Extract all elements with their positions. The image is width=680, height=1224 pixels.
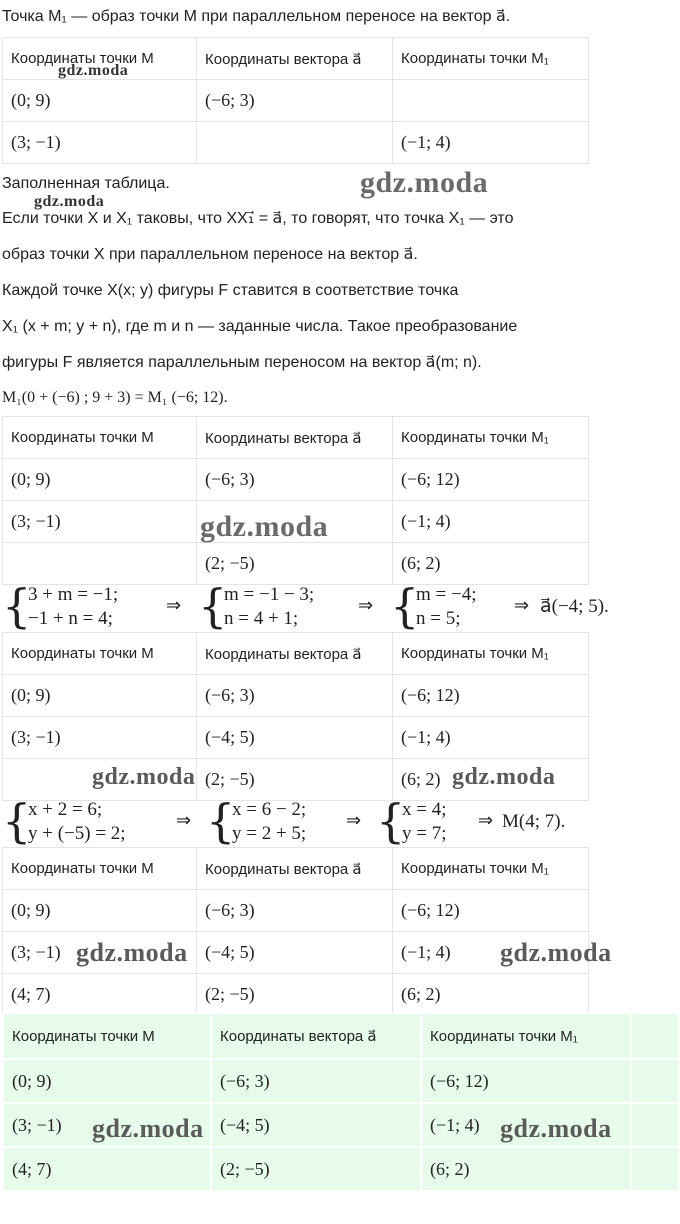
- theory-line: образ точки X при параллельном переносе на вектор a⃗.: [2, 246, 418, 263]
- cell: (−6; 3): [197, 890, 393, 932]
- header-vector: Координаты вектора a⃗: [211, 1013, 421, 1059]
- table-final-answer: [2, 1012, 680, 1192]
- cell: (4; 7): [3, 974, 197, 1016]
- watermark: gdz.moda: [200, 510, 329, 543]
- cell: (−6; 12): [393, 890, 589, 932]
- cell: (6; 2): [393, 759, 589, 801]
- watermark: gdz.moda: [34, 193, 105, 210]
- equation-system-vector: [2, 579, 678, 633]
- equation: x = 6 − 2;: [232, 799, 307, 820]
- cell: (2; −5): [211, 1147, 421, 1191]
- header-vector: Координаты вектора a⃗: [197, 38, 393, 80]
- cell: (−6; 3): [197, 675, 393, 717]
- cell: [197, 122, 393, 164]
- watermark: gdz.moda: [58, 62, 129, 79]
- table-row: [3, 543, 589, 585]
- implies-arrow: ⇒: [346, 810, 362, 831]
- table-row: [3, 122, 589, 164]
- cell: (2; −5): [197, 759, 393, 801]
- header-vector: Координаты вектора a⃗: [197, 417, 393, 459]
- cell: (4; 7): [3, 1147, 211, 1191]
- cell: (−1; 4): [393, 717, 589, 759]
- table-task: [2, 37, 589, 164]
- cell: (3; −1): [3, 717, 197, 759]
- implies-arrow: ⇒: [478, 810, 494, 831]
- equation: y = 7;: [402, 823, 447, 844]
- cell: (−6; 3): [197, 459, 393, 501]
- header-vector: Координаты вектора a⃗: [197, 633, 393, 675]
- implies-arrow: ⇒: [166, 595, 182, 616]
- spacer-cell: [631, 1059, 679, 1103]
- header-point-m1: Координаты точки M₁: [393, 417, 589, 459]
- equation: x + 2 = 6;: [28, 799, 103, 820]
- brace: {: [390, 579, 420, 633]
- cell: (2; −5): [197, 543, 393, 585]
- table-header-row: [3, 848, 589, 890]
- brace: {: [198, 579, 228, 633]
- table-row: [3, 1059, 679, 1103]
- table-row: [3, 675, 589, 717]
- watermark: gdz.moda: [92, 764, 196, 790]
- cell: (−6; 3): [197, 80, 393, 122]
- header-point-m: Координаты точки M: [3, 38, 197, 80]
- table-header-row: [3, 633, 589, 675]
- cell: (3; −1): [3, 501, 197, 543]
- cell: (−6; 12): [421, 1059, 631, 1103]
- brace: {: [206, 794, 236, 848]
- brace: {: [2, 579, 32, 633]
- header-point-m: Координаты точки M: [3, 417, 197, 459]
- calculation: M₁(0 + (−6) ; 9 + 3) = M₁ (−6; 12).: [2, 389, 228, 406]
- table-row: [3, 459, 589, 501]
- theory-line: фигуры F является параллельным переносом на вектор a⃗(m; n).: [2, 354, 482, 371]
- cell: (6; 2): [393, 974, 589, 1016]
- equation: m = −4;: [416, 584, 477, 605]
- watermark: gdz.moda: [452, 764, 556, 790]
- header-point-m1: Координаты точки M₁: [393, 38, 589, 80]
- equation: −1 + n = 4;: [28, 608, 113, 629]
- header-point-m1: Координаты точки M₁: [421, 1013, 631, 1059]
- cell: (0; 9): [3, 80, 197, 122]
- header-point-m: Координаты точки M: [3, 1013, 211, 1059]
- spacer-cell: [631, 1147, 679, 1191]
- watermark: gdz.moda: [500, 938, 612, 967]
- cell: (3; −1): [3, 932, 197, 974]
- equation: 3 + m = −1;: [28, 584, 119, 605]
- intro-line: Точка M₁ — образ точки M при параллельном переносе на вектор a⃗.: [2, 8, 511, 25]
- watermark: gdz.moda: [92, 1114, 204, 1143]
- cell: (−4; 5): [197, 717, 393, 759]
- caption: Заполненная таблица.: [2, 175, 170, 192]
- cell: (0; 9): [3, 1059, 211, 1103]
- equation: n = 4 + 1;: [224, 608, 299, 629]
- equation: m = −1 − 3;: [224, 584, 315, 605]
- cell: (3; −1): [3, 1103, 211, 1147]
- equation: y = 2 + 5;: [232, 823, 307, 844]
- equation: y + (−5) = 2;: [28, 823, 126, 844]
- implies-arrow: ⇒: [358, 595, 374, 616]
- spacer-cell: [631, 1013, 679, 1059]
- brace: {: [376, 794, 406, 848]
- cell: (−1; 4): [393, 122, 589, 164]
- table-row: [3, 890, 589, 932]
- table-row: [3, 80, 589, 122]
- table-row: [3, 717, 589, 759]
- table-row: [3, 974, 589, 1016]
- equation: n = 5;: [416, 608, 461, 629]
- cell: (3; −1): [3, 122, 197, 164]
- theory-line: Если точки X и X₁ таковы, что XX₁⃗ = a⃗, то говорят, что точка X₁ — это: [2, 210, 514, 227]
- equation: x = 4;: [402, 799, 447, 820]
- cell: (−1; 4): [393, 932, 589, 974]
- implies-arrow: ⇒: [514, 595, 530, 616]
- table-step-2: [2, 416, 589, 585]
- header-point-m1: Координаты точки M₁: [393, 633, 589, 675]
- cell: [3, 543, 197, 585]
- cell: (−1; 4): [421, 1103, 631, 1147]
- cell: (6; 2): [421, 1147, 631, 1191]
- cell: (−4; 5): [211, 1103, 421, 1147]
- result: a⃗(−4; 5).: [540, 596, 609, 617]
- cell: (2; −5): [197, 974, 393, 1016]
- spacer-cell: [631, 1103, 679, 1147]
- table-row: [3, 1147, 679, 1191]
- table-step-4: [2, 847, 589, 1016]
- cell: (0; 9): [3, 675, 197, 717]
- cell: [393, 80, 589, 122]
- cell: (6; 2): [393, 543, 589, 585]
- theory-line: X₁ (x + m; y + n), где m и n — заданные числа. Такое преобразование: [2, 318, 518, 335]
- result: M(4; 7).: [502, 811, 566, 832]
- cell: (0; 9): [3, 890, 197, 932]
- implies-arrow: ⇒: [176, 810, 192, 831]
- cell: (−4; 5): [197, 932, 393, 974]
- cell: (−6; 12): [393, 675, 589, 717]
- cell: (−1; 4): [393, 501, 589, 543]
- header-vector: Координаты вектора a⃗: [197, 848, 393, 890]
- watermark: gdz.moda: [360, 166, 489, 199]
- header-point-m: Координаты точки M: [3, 633, 197, 675]
- watermark: gdz.moda: [76, 938, 188, 967]
- table-header-row: [3, 417, 589, 459]
- brace: {: [2, 794, 32, 848]
- cell: (0; 9): [3, 459, 197, 501]
- table-header-row: [3, 1013, 679, 1059]
- header-point-m: Координаты точки M: [3, 848, 197, 890]
- cell: (−6; 3): [211, 1059, 421, 1103]
- theory-line: Каждой точке X(x; y) фигуры F ставится в соответствие точка: [2, 282, 459, 299]
- cell: (−6; 12): [393, 459, 589, 501]
- equation-system-point: [2, 794, 678, 848]
- header-point-m1: Координаты точки M₁: [393, 848, 589, 890]
- watermark: gdz.moda: [500, 1114, 612, 1143]
